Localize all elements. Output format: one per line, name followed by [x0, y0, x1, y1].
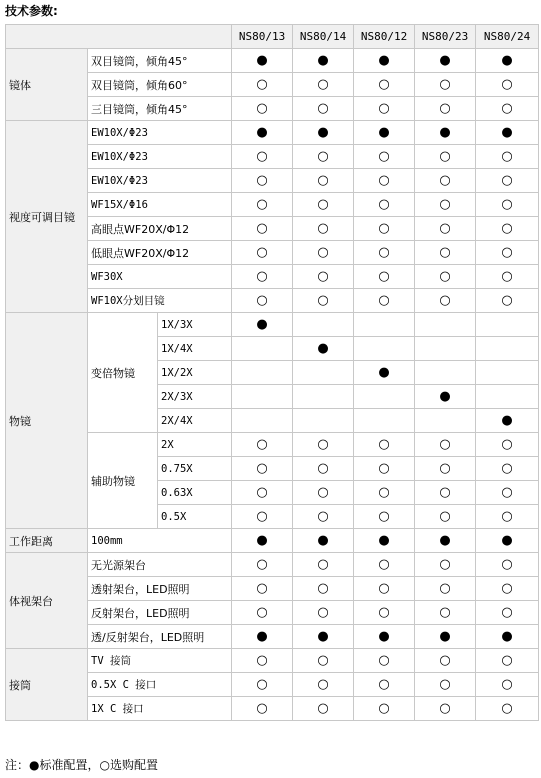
item-sublabel: 1X/3X: [158, 313, 232, 337]
optional-config-icon: ○: [293, 505, 354, 529]
group-label: 镜体: [6, 49, 88, 121]
optional-config-icon: ○: [293, 169, 354, 193]
empty-cell: [415, 409, 476, 433]
optional-config-icon: ○: [232, 673, 293, 697]
optional-config-icon: ○: [232, 265, 293, 289]
legend-note: 注：●标准配置，○选购配置: [5, 758, 158, 772]
optional-config-icon: ○: [476, 601, 539, 625]
empty-cell: [232, 409, 293, 433]
item-label: EW10X/Φ23: [88, 169, 232, 193]
optional-config-icon: ○: [293, 145, 354, 169]
empty-cell: [415, 337, 476, 361]
item-label: 无光源架台: [88, 553, 232, 577]
optional-config-icon: ○: [293, 241, 354, 265]
optional-config-icon: ○: [293, 217, 354, 241]
empty-cell: [232, 337, 293, 361]
optional-config-icon: ○: [476, 577, 539, 601]
empty-cell: [232, 385, 293, 409]
standard-config-icon: ●: [232, 529, 293, 553]
optional-config-icon: ○: [476, 553, 539, 577]
item-label: EW10X/Φ23: [88, 145, 232, 169]
item-label: 三目镜筒，倾角45°: [88, 97, 232, 121]
optional-config-icon: ○: [415, 505, 476, 529]
item-label: 反射架台，LED照明: [88, 601, 232, 625]
standard-config-icon: ●: [415, 385, 476, 409]
item-label: 0.5X C 接口: [88, 673, 232, 697]
optional-config-icon: ○: [232, 505, 293, 529]
optional-config-icon: ○: [476, 169, 539, 193]
standard-config-icon: ●: [354, 121, 415, 145]
table-row: [6, 553, 539, 577]
optional-config-icon: ○: [232, 697, 293, 721]
optional-config-icon: ○: [476, 73, 539, 97]
optional-config-icon: ○: [293, 481, 354, 505]
optional-config-icon: ○: [476, 217, 539, 241]
table-row: [6, 313, 539, 337]
empty-cell: [354, 313, 415, 337]
empty-cell: [293, 313, 354, 337]
item-sublabel: 2X/4X: [158, 409, 232, 433]
group-label: 视度可调目镜: [6, 121, 88, 313]
group-label: 工作距离: [6, 529, 88, 553]
standard-config-icon: ●: [354, 49, 415, 73]
optional-config-icon: ○: [293, 73, 354, 97]
standard-config-icon: ●: [476, 529, 539, 553]
standard-config-icon: ●: [476, 409, 539, 433]
model-header: NS80/13: [232, 25, 293, 49]
group-label: 接筒: [6, 649, 88, 721]
optional-config-icon: ○: [476, 481, 539, 505]
optional-config-icon: ○: [415, 97, 476, 121]
optional-config-icon: ○: [415, 265, 476, 289]
optional-config-icon: ○: [293, 265, 354, 289]
standard-config-icon: ●: [415, 121, 476, 145]
optional-config-icon: ○: [354, 289, 415, 313]
model-header: NS80/23: [415, 25, 476, 49]
item-label: 透/反射架台，LED照明: [88, 625, 232, 649]
spec-table: [5, 24, 539, 721]
optional-config-icon: ○: [293, 649, 354, 673]
standard-config-icon: ●: [476, 49, 539, 73]
standard-config-icon: ●: [232, 625, 293, 649]
model-header: NS80/24: [476, 25, 539, 49]
empty-cell: [476, 385, 539, 409]
optional-config-icon: ○: [476, 289, 539, 313]
optional-config-icon: ○: [293, 601, 354, 625]
optional-config-icon: ○: [232, 289, 293, 313]
optional-config-icon: ○: [354, 481, 415, 505]
section-title: 技术参数:: [5, 4, 58, 18]
optional-config-icon: ○: [415, 433, 476, 457]
optional-config-icon: ○: [476, 505, 539, 529]
optional-config-icon: ○: [415, 673, 476, 697]
optional-config-icon: ○: [476, 265, 539, 289]
optional-config-icon: ○: [415, 193, 476, 217]
standard-config-icon: ●: [293, 121, 354, 145]
standard-config-icon: ●: [415, 529, 476, 553]
optional-config-icon: ○: [232, 649, 293, 673]
item-label: 高眼点WF20X/Φ12: [88, 217, 232, 241]
optional-config-icon: ○: [476, 193, 539, 217]
table-row: [6, 121, 539, 145]
optional-config-icon: ○: [293, 577, 354, 601]
optional-config-icon: ○: [354, 673, 415, 697]
optional-config-icon: ○: [354, 601, 415, 625]
item-sublabel: 1X/2X: [158, 361, 232, 385]
optional-config-icon: ○: [232, 241, 293, 265]
item-sublabel: 0.63X: [158, 481, 232, 505]
item-label: 变倍物镜: [88, 313, 158, 433]
optional-config-icon: ○: [354, 457, 415, 481]
empty-cell: [415, 313, 476, 337]
optional-config-icon: ○: [232, 601, 293, 625]
empty-cell: [476, 337, 539, 361]
standard-config-icon: ●: [415, 49, 476, 73]
optional-config-icon: ○: [476, 649, 539, 673]
optional-config-icon: ○: [415, 697, 476, 721]
standard-config-icon: ●: [476, 625, 539, 649]
optional-config-icon: ○: [415, 73, 476, 97]
empty-cell: [415, 361, 476, 385]
item-label: 双目镜筒，倾角60°: [88, 73, 232, 97]
group-label: 体视架台: [6, 553, 88, 649]
optional-config-icon: ○: [232, 97, 293, 121]
optional-config-icon: ○: [293, 433, 354, 457]
optional-config-icon: ○: [232, 433, 293, 457]
empty-cell: [354, 337, 415, 361]
standard-config-icon: ●: [232, 121, 293, 145]
item-sublabel: 0.5X: [158, 505, 232, 529]
optional-config-icon: ○: [232, 457, 293, 481]
optional-config-icon: ○: [415, 241, 476, 265]
optional-config-icon: ○: [415, 145, 476, 169]
optional-config-icon: ○: [415, 481, 476, 505]
header-blank: [6, 25, 232, 49]
optional-config-icon: ○: [476, 97, 539, 121]
optional-config-icon: ○: [354, 577, 415, 601]
optional-config-icon: ○: [354, 193, 415, 217]
standard-config-icon: ●: [354, 625, 415, 649]
optional-config-icon: ○: [293, 697, 354, 721]
optional-config-icon: ○: [415, 577, 476, 601]
optional-config-icon: ○: [232, 145, 293, 169]
empty-cell: [476, 313, 539, 337]
optional-config-icon: ○: [232, 73, 293, 97]
empty-cell: [293, 409, 354, 433]
optional-config-icon: ○: [476, 241, 539, 265]
item-label: TV 接筒: [88, 649, 232, 673]
item-sublabel: 2X: [158, 433, 232, 457]
optional-config-icon: ○: [415, 601, 476, 625]
header-row: [6, 25, 539, 49]
item-sublabel: 2X/3X: [158, 385, 232, 409]
empty-cell: [232, 361, 293, 385]
optional-config-icon: ○: [232, 193, 293, 217]
optional-config-icon: ○: [354, 145, 415, 169]
item-label: WF15X/Φ16: [88, 193, 232, 217]
model-header: NS80/14: [293, 25, 354, 49]
optional-config-icon: ○: [354, 649, 415, 673]
standard-config-icon: ●: [476, 121, 539, 145]
optional-config-icon: ○: [232, 481, 293, 505]
optional-config-icon: ○: [293, 673, 354, 697]
empty-cell: [354, 385, 415, 409]
item-label: 100mm: [88, 529, 232, 553]
optional-config-icon: ○: [293, 289, 354, 313]
optional-config-icon: ○: [476, 145, 539, 169]
empty-cell: [354, 409, 415, 433]
optional-config-icon: ○: [293, 97, 354, 121]
optional-config-icon: ○: [476, 697, 539, 721]
optional-config-icon: ○: [476, 457, 539, 481]
optional-config-icon: ○: [354, 241, 415, 265]
standard-config-icon: ●: [293, 625, 354, 649]
optional-config-icon: ○: [415, 217, 476, 241]
item-label: WF30X: [88, 265, 232, 289]
model-header: NS80/12: [354, 25, 415, 49]
optional-config-icon: ○: [293, 553, 354, 577]
standard-config-icon: ●: [293, 529, 354, 553]
empty-cell: [476, 361, 539, 385]
table-row: [6, 529, 539, 553]
standard-config-icon: ●: [293, 337, 354, 361]
optional-config-icon: ○: [232, 169, 293, 193]
item-label: 透射架台，LED照明: [88, 577, 232, 601]
optional-config-icon: ○: [354, 169, 415, 193]
optional-config-icon: ○: [354, 265, 415, 289]
item-label: WF10X分划目镜: [88, 289, 232, 313]
item-label: EW10X/Φ23: [88, 121, 232, 145]
item-sublabel: 1X/4X: [158, 337, 232, 361]
standard-config-icon: ●: [293, 49, 354, 73]
item-label: 辅助物镜: [88, 433, 158, 529]
optional-config-icon: ○: [232, 553, 293, 577]
optional-config-icon: ○: [415, 649, 476, 673]
optional-config-icon: ○: [354, 433, 415, 457]
item-label: 双目镜筒，倾角45°: [88, 49, 232, 73]
optional-config-icon: ○: [354, 505, 415, 529]
optional-config-icon: ○: [293, 193, 354, 217]
standard-config-icon: ●: [232, 313, 293, 337]
optional-config-icon: ○: [354, 217, 415, 241]
table-row: [6, 49, 539, 73]
standard-config-icon: ●: [354, 361, 415, 385]
standard-config-icon: ●: [232, 49, 293, 73]
optional-config-icon: ○: [415, 169, 476, 193]
standard-config-icon: ●: [415, 625, 476, 649]
empty-cell: [293, 385, 354, 409]
optional-config-icon: ○: [293, 457, 354, 481]
optional-config-icon: ○: [415, 289, 476, 313]
optional-config-icon: ○: [354, 553, 415, 577]
item-label: 低眼点WF20X/Φ12: [88, 241, 232, 265]
item-label: 1X C 接口: [88, 697, 232, 721]
item-sublabel: 0.75X: [158, 457, 232, 481]
group-label: 物镜: [6, 313, 88, 529]
optional-config-icon: ○: [415, 553, 476, 577]
optional-config-icon: ○: [232, 577, 293, 601]
table-row: [6, 649, 539, 673]
empty-cell: [293, 361, 354, 385]
optional-config-icon: ○: [415, 457, 476, 481]
optional-config-icon: ○: [232, 217, 293, 241]
optional-config-icon: ○: [354, 697, 415, 721]
optional-config-icon: ○: [354, 73, 415, 97]
optional-config-icon: ○: [476, 433, 539, 457]
optional-config-icon: ○: [476, 673, 539, 697]
standard-config-icon: ●: [354, 529, 415, 553]
optional-config-icon: ○: [354, 97, 415, 121]
